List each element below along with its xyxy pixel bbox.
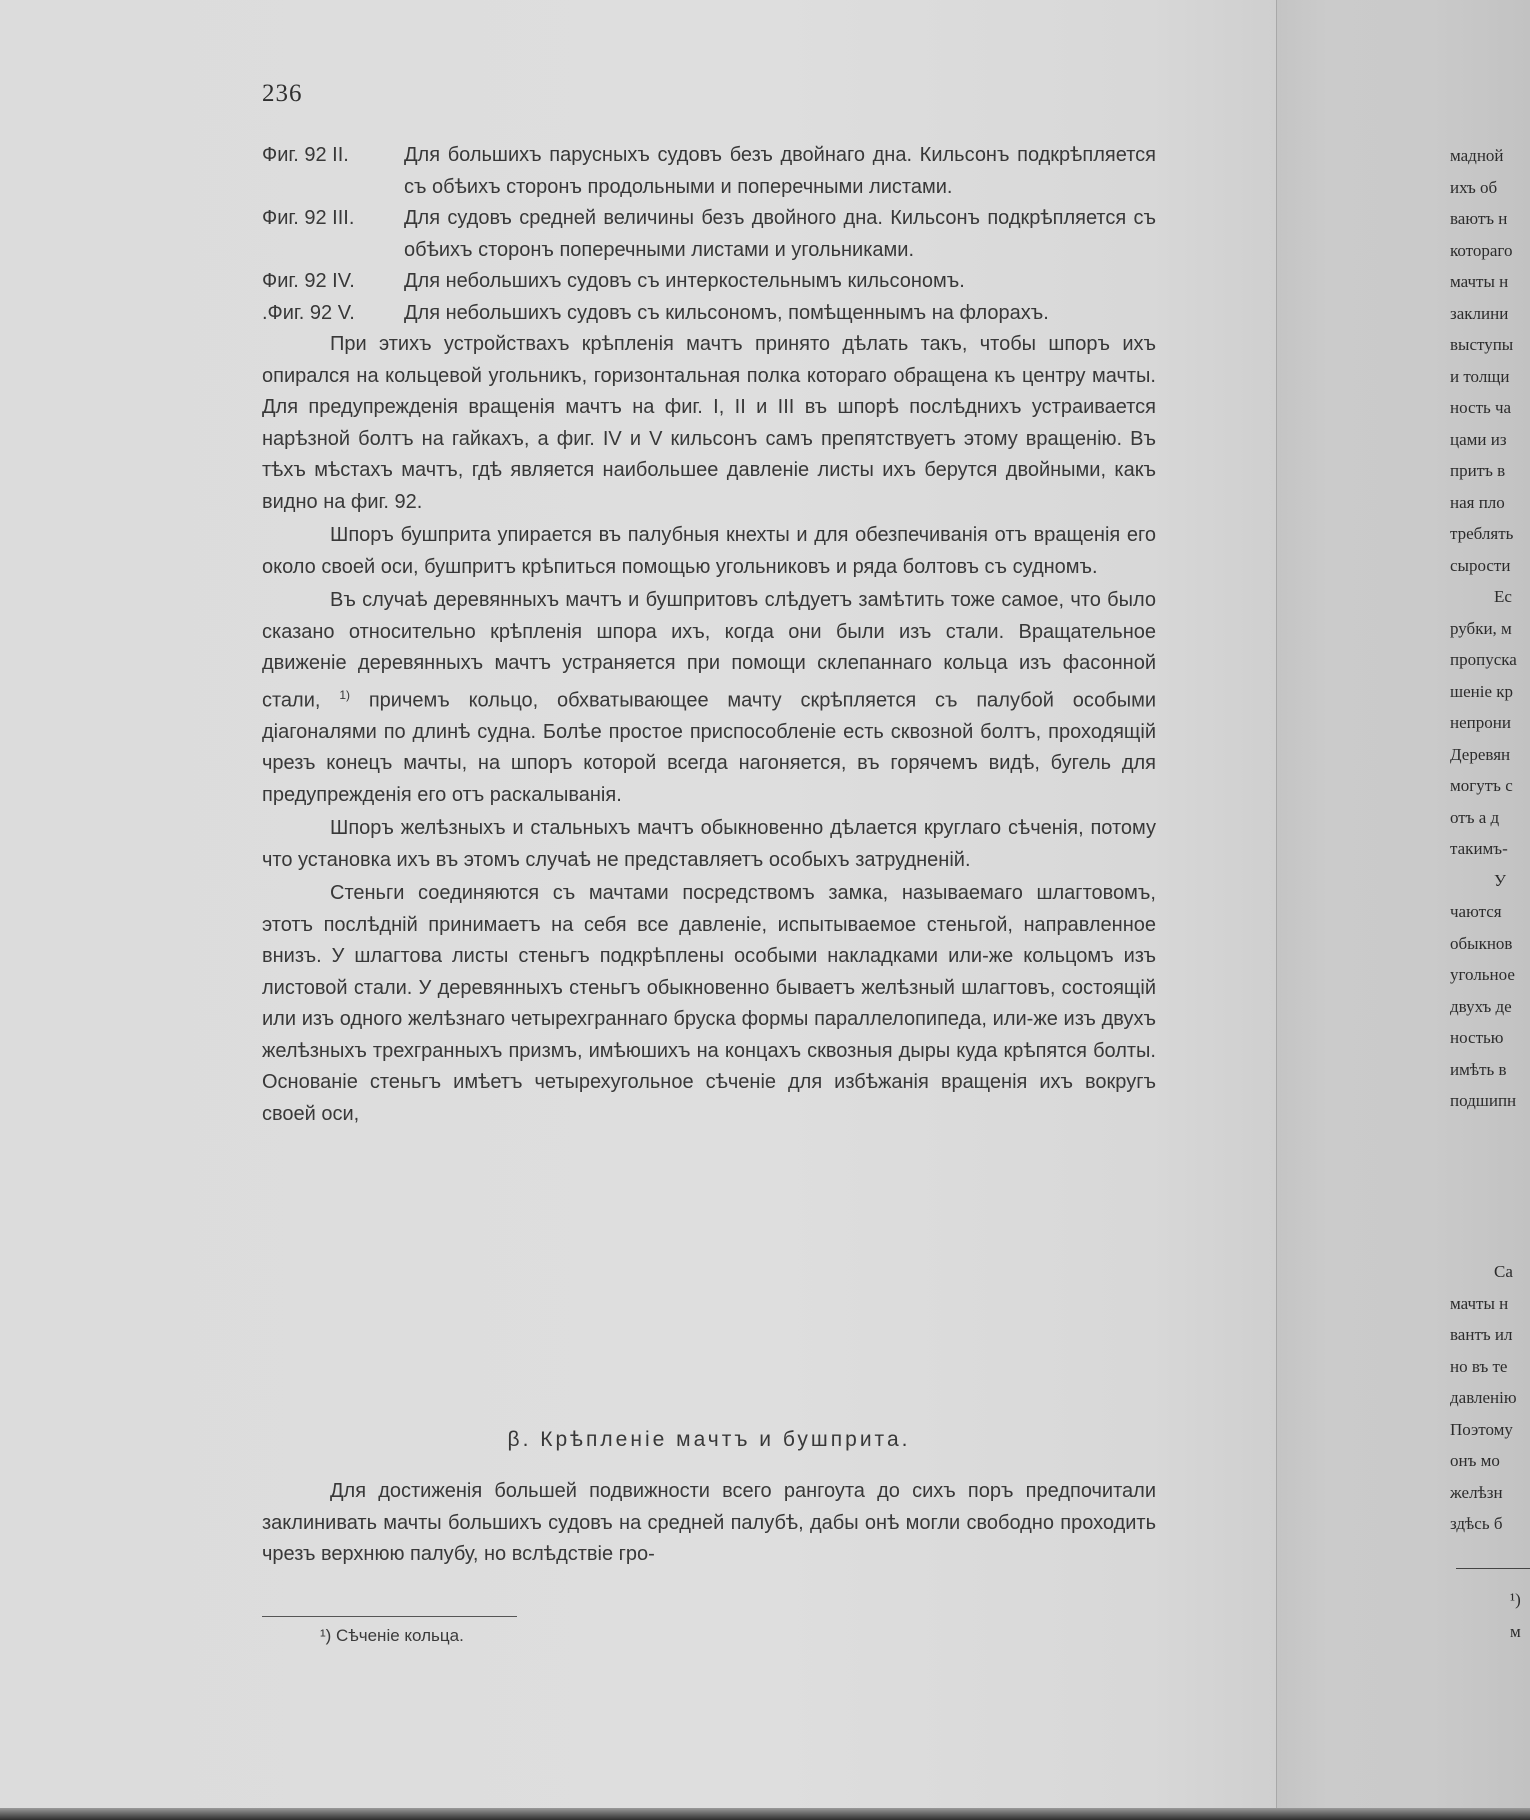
page-number: 236	[262, 80, 303, 107]
text-line: У	[1494, 870, 1507, 890]
text-line: отъ a д	[1450, 807, 1500, 827]
text-line: подшипн	[1450, 1091, 1517, 1110]
section-heading: β. Крѣпленіе мачтъ и бушприта.	[507, 1428, 911, 1451]
text-line: треблять	[1450, 524, 1514, 543]
paragraph-text: Въ случаѣ деревянныхъ мачтъ и бушпритовъ слѣдуетъ замѣтить тоже самое, что было сказано относительно крѣпленія шпора ихъ, когда они были изъ стали. Вращательное движеніе деревянныхъ мачтъ устраняется при помощи склепаннаго кольца изъ фасонной стали,	[262, 589, 1156, 712]
text-line: вантъ ил	[1450, 1325, 1513, 1344]
text-line: шеніе кр	[1450, 681, 1514, 701]
body-paragraph: Шпоръ желѣзныхъ и стальныхъ мачтъ обыкновенно дѣлается круглаго сѣченія, потому что установка ихъ въ этомъ случаѣ не представляетъ особыхъ затрудненій.	[262, 817, 1156, 871]
figure-label: .Фиг. 92 V.	[262, 301, 355, 324]
text-line: такимъ-	[1450, 839, 1508, 858]
body-paragraph: Стеньги соединяются съ мачтами посредствомъ замка, называемаго шлагтовомъ, этотъ послѣдній принимаетъ на себя все давленіе, испытываемое стеньгой, направленное внизъ. У шлагтова листы стеньгъ подкрѣплены особыми накладками или-же кольцомъ изъ листовой стали. У деревянныхъ стеньгъ обыкновенно бываетъ желѣзный шлагтовъ, состоящій или изъ одного желѣзнаго четырехграннаго бруска формы параллелопипеда, или-же изъ двухъ желѣзныхъ трехгранныхъ призмъ, имѣюшихъ на концахъ сквозныя дыры куда крѣпятся болты. Основаніе стеньгъ имѣетъ четырехугольное сѣченіе для избѣжанія вращенія ихъ вокругъ своей оси,	[262, 882, 1156, 1125]
text-line: но въ те	[1450, 1356, 1508, 1376]
figure-text: Для небольшихъ судовъ съ интеркостельнымъ кильсономъ.	[404, 270, 965, 292]
figure-text: Для небольшихъ судовъ съ кильсономъ, помѣщеннымъ на флорахъ.	[404, 301, 1049, 324]
footnote-reference: 1)	[339, 687, 350, 702]
book-bottom-edge	[0, 1808, 1530, 1820]
text-line: давленію	[1450, 1388, 1517, 1407]
text-line: рубки, м	[1450, 618, 1512, 638]
body-paragraph: Для достиженія большей подвижности всего рангоута до сихъ поръ предпочитали заклинивать мачты большихъ судовъ на средней палубѣ, дабы онѣ могли свободно проходить чрезъ верхнюю палубу, но вслѣдствіе гро-	[262, 1480, 1156, 1565]
text-line: м	[1510, 1621, 1521, 1641]
figure-text: Для судовъ средней величины безъ двойного дна. Кильсонъ подкрѣпляется съ обѣихъ сторонъ поперечными листами и угольниками.	[404, 207, 1156, 261]
text-line: ная пло	[1450, 492, 1505, 512]
figure-label: Фиг. 92 II.	[262, 144, 349, 166]
text-line: угольное	[1450, 965, 1515, 984]
text-line: Деревян	[1450, 744, 1511, 764]
footnote-divider	[262, 1616, 517, 1617]
right-page-text-top	[1450, 140, 1530, 581]
figure-label: Фиг. 92 III.	[262, 207, 355, 229]
text-line: и толщи	[1450, 366, 1510, 386]
text-line: Поэтому	[1450, 1419, 1513, 1439]
body-paragraph: Шпоръ бушприта упирается въ палубныя кнехты и для обезпечиванія отъ вращенія его около своей оси, бушпритъ крѣпиться помощью угольниковъ и ряда болтовъ съ судномъ.	[262, 524, 1156, 578]
figure-text: Для большихъ парусныхъ судовъ безъ двойнаго дна. Кильсонъ подкрѣпляется съ обѣихъ сторонъ продольными и поперечными листами.	[404, 144, 1156, 198]
text-line: Ес	[1494, 587, 1512, 606]
text-line: могутъ с	[1450, 776, 1513, 795]
text-line: непрони	[1450, 713, 1511, 732]
text-line: сырости	[1450, 555, 1511, 575]
figure-caption	[262, 266, 1156, 298]
text-line: ностью	[1450, 1028, 1504, 1047]
footnote: ¹) Сѣченіе кольца.	[320, 1626, 464, 1645]
text-line: здѣсь б	[1450, 1514, 1503, 1533]
text-line: мачты н	[1450, 272, 1509, 291]
text-line: чаются	[1450, 902, 1502, 921]
text-line: ихъ об	[1450, 177, 1498, 197]
text-line: цами из	[1450, 429, 1507, 449]
body-paragraph: При этихъ устройствахъ крѣпленія мачтъ принято дѣлать такъ, чтобы шпоръ ихъ опирался на кольцевой угольникъ, горизонтальная полка котораго обращена къ центру мачты. Для предупрежденія вращенія мачтъ на фиг. I, II и III въ шпорѣ послѣднихъ устраивается нарѣзной болтъ на гайкахъ, а фиг. IV и V кильсонъ самъ препятствуетъ этому вращенію. Въ тѣхъ мѣстахъ мачтъ, гдѣ является наибольшее давленіе листы ихъ берутся двойными, какъ видно на фиг. 92.	[262, 333, 1156, 513]
text-line: желѣзн	[1450, 1482, 1503, 1502]
figure-caption	[262, 203, 1156, 266]
text-line: онъ мо	[1450, 1451, 1500, 1470]
text-line: имѣть в	[1450, 1059, 1507, 1079]
text-line: ваютъ н	[1450, 209, 1508, 228]
right-page-footnote-divider	[1456, 1568, 1530, 1569]
paragraph-text: причемъ кольцо, обхватывающее мачту скрѣпляется съ палубой особыми діагоналями по длинѣ судна. Болѣе простое приспособленіе есть сквозной болтъ, проходящій чрезъ конецъ мачты, на шпоръ которой всегда нагоняется, въ горячемъ видѣ, бугель для предупрежденія его отъ раскалыванія.	[262, 689, 1156, 806]
figure-caption	[262, 298, 1156, 330]
text-line: ность ча	[1450, 398, 1512, 417]
right-page-text-bottom	[1450, 1256, 1530, 1540]
text-line: пропуска	[1450, 650, 1517, 669]
text-line: Ca	[1494, 1262, 1513, 1281]
text-line: ¹)	[1510, 1590, 1521, 1609]
figure-caption	[262, 140, 1156, 203]
section-body	[262, 1476, 1156, 1573]
text-line: выступы	[1450, 335, 1514, 354]
body-paragraph	[262, 585, 1156, 811]
text-line: заклини	[1450, 303, 1509, 323]
text-line: притъ в	[1450, 461, 1506, 480]
figure-captions	[262, 140, 1156, 1132]
right-page-footnote	[1510, 1584, 1530, 1647]
text-line: котораго	[1450, 240, 1513, 260]
text-line: мачты н	[1450, 1293, 1509, 1313]
text-line: двухъ де	[1450, 996, 1512, 1016]
figure-label: Фиг. 92 IV.	[262, 270, 355, 292]
right-page-text-mid	[1450, 581, 1530, 1117]
text-line: обыкнов	[1450, 933, 1513, 953]
text-line: мадной	[1450, 146, 1504, 165]
